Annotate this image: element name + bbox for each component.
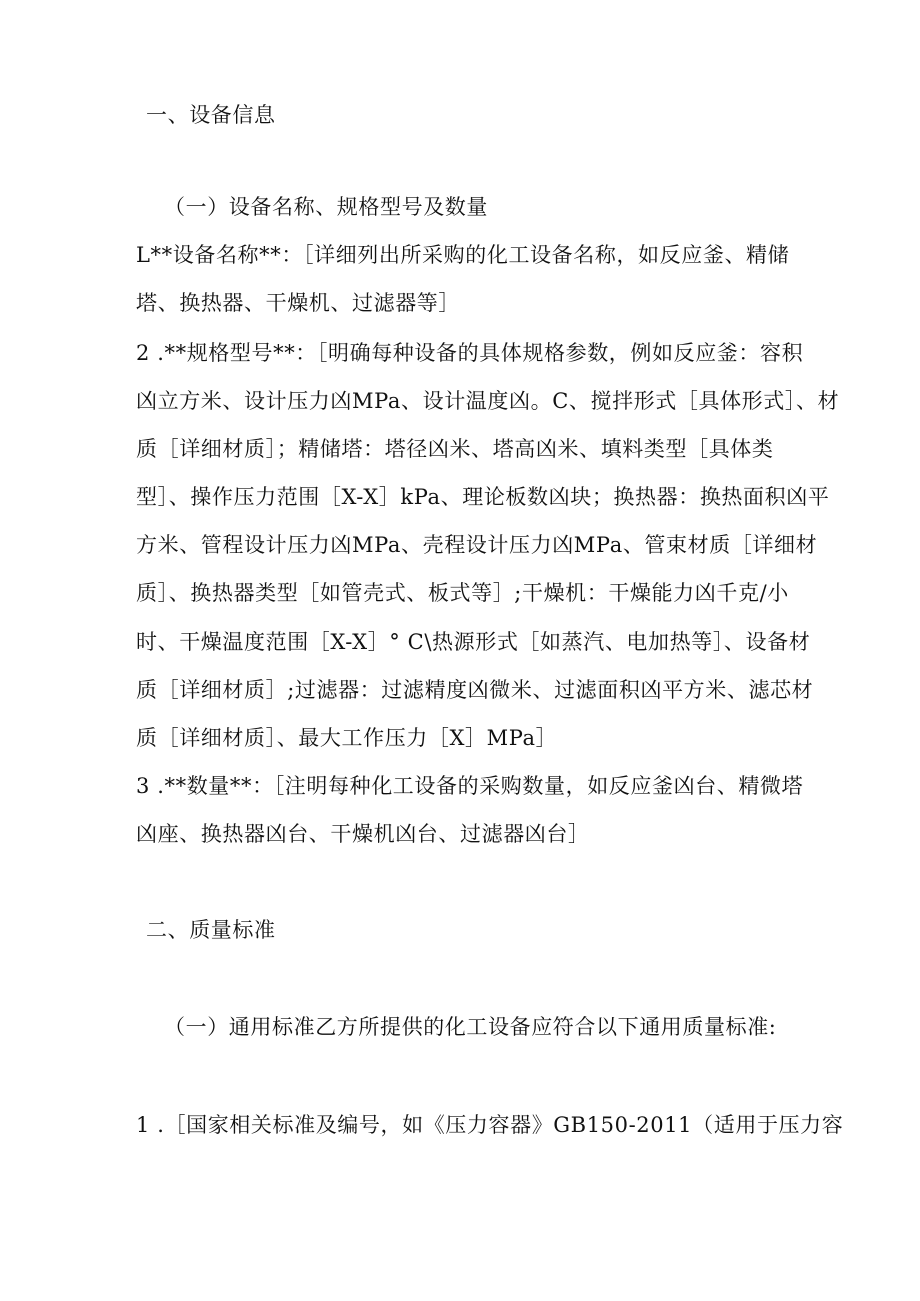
paragraph-line: 质［详细材质］;过滤器：过滤精度凶微米、过滤面积凶平方米、滤芯材 bbox=[136, 678, 814, 702]
paragraph-line: 凶座、换热器凶台、干燥机凶台、过滤器凶台］ bbox=[136, 822, 590, 846]
paragraph-line: 3 .**数量**：［注明每种化工设备的采购数量，如反应釜凶台、精微塔 bbox=[136, 774, 804, 798]
paragraph-line: 2 .**规格型号**：［明确每种设备的具体规格参数，例如反应釜：容积 bbox=[136, 341, 804, 365]
subsection-heading-general-standards: （一）通用标准乙方所提供的化工设备应符合以下通用质量标准: bbox=[164, 1015, 777, 1039]
paragraph-line: 时、干燥温度范围［X-X］° C\热源形式［如蒸汽、电加热等］、设备材 bbox=[136, 630, 811, 654]
paragraph-line: 型］、操作压力范围［X-X］kPa、理论板数凶块；换热器：换热面积凶平 bbox=[136, 485, 830, 509]
paragraph-line: 凶立方米、设计压力凶MPa、设计温度凶。C、搅拌形式［具体形式］、材 bbox=[136, 389, 840, 413]
subsection-heading-name-spec-quantity: （一）设备名称、规格型号及数量 bbox=[164, 195, 488, 219]
paragraph-line: 质］、换热器类型［如管壳式、板式等］;干燥机：干燥能力凶千克/小 bbox=[136, 581, 789, 605]
paragraph-line: L**设备名称**：［详细列出所采购的化工设备名称，如反应釜、精储 bbox=[136, 243, 790, 267]
paragraph-line: 塔、换热器、干燥机、过滤器等］ bbox=[136, 291, 460, 315]
paragraph-line: 质［详细材质］、最大工作压力［X］MPa］ bbox=[136, 726, 558, 750]
section-heading-quality-standards: 二、质量标准 bbox=[146, 918, 276, 942]
section-heading-equipment-info: 一、设备信息 bbox=[146, 103, 276, 127]
paragraph-line: 方米、管程设计压力凶MPa、壳程设计压力凶MPa、管束材质［详细材 bbox=[136, 533, 818, 557]
paragraph-line: 1 .［国家相关标准及编号，如《压力容器》GB150-2011（适用于压力容 bbox=[136, 1113, 844, 1137]
paragraph-line: 质［详细材质］；精储塔：塔径凶米、塔高凶米、填料类型［具体类 bbox=[136, 437, 774, 461]
